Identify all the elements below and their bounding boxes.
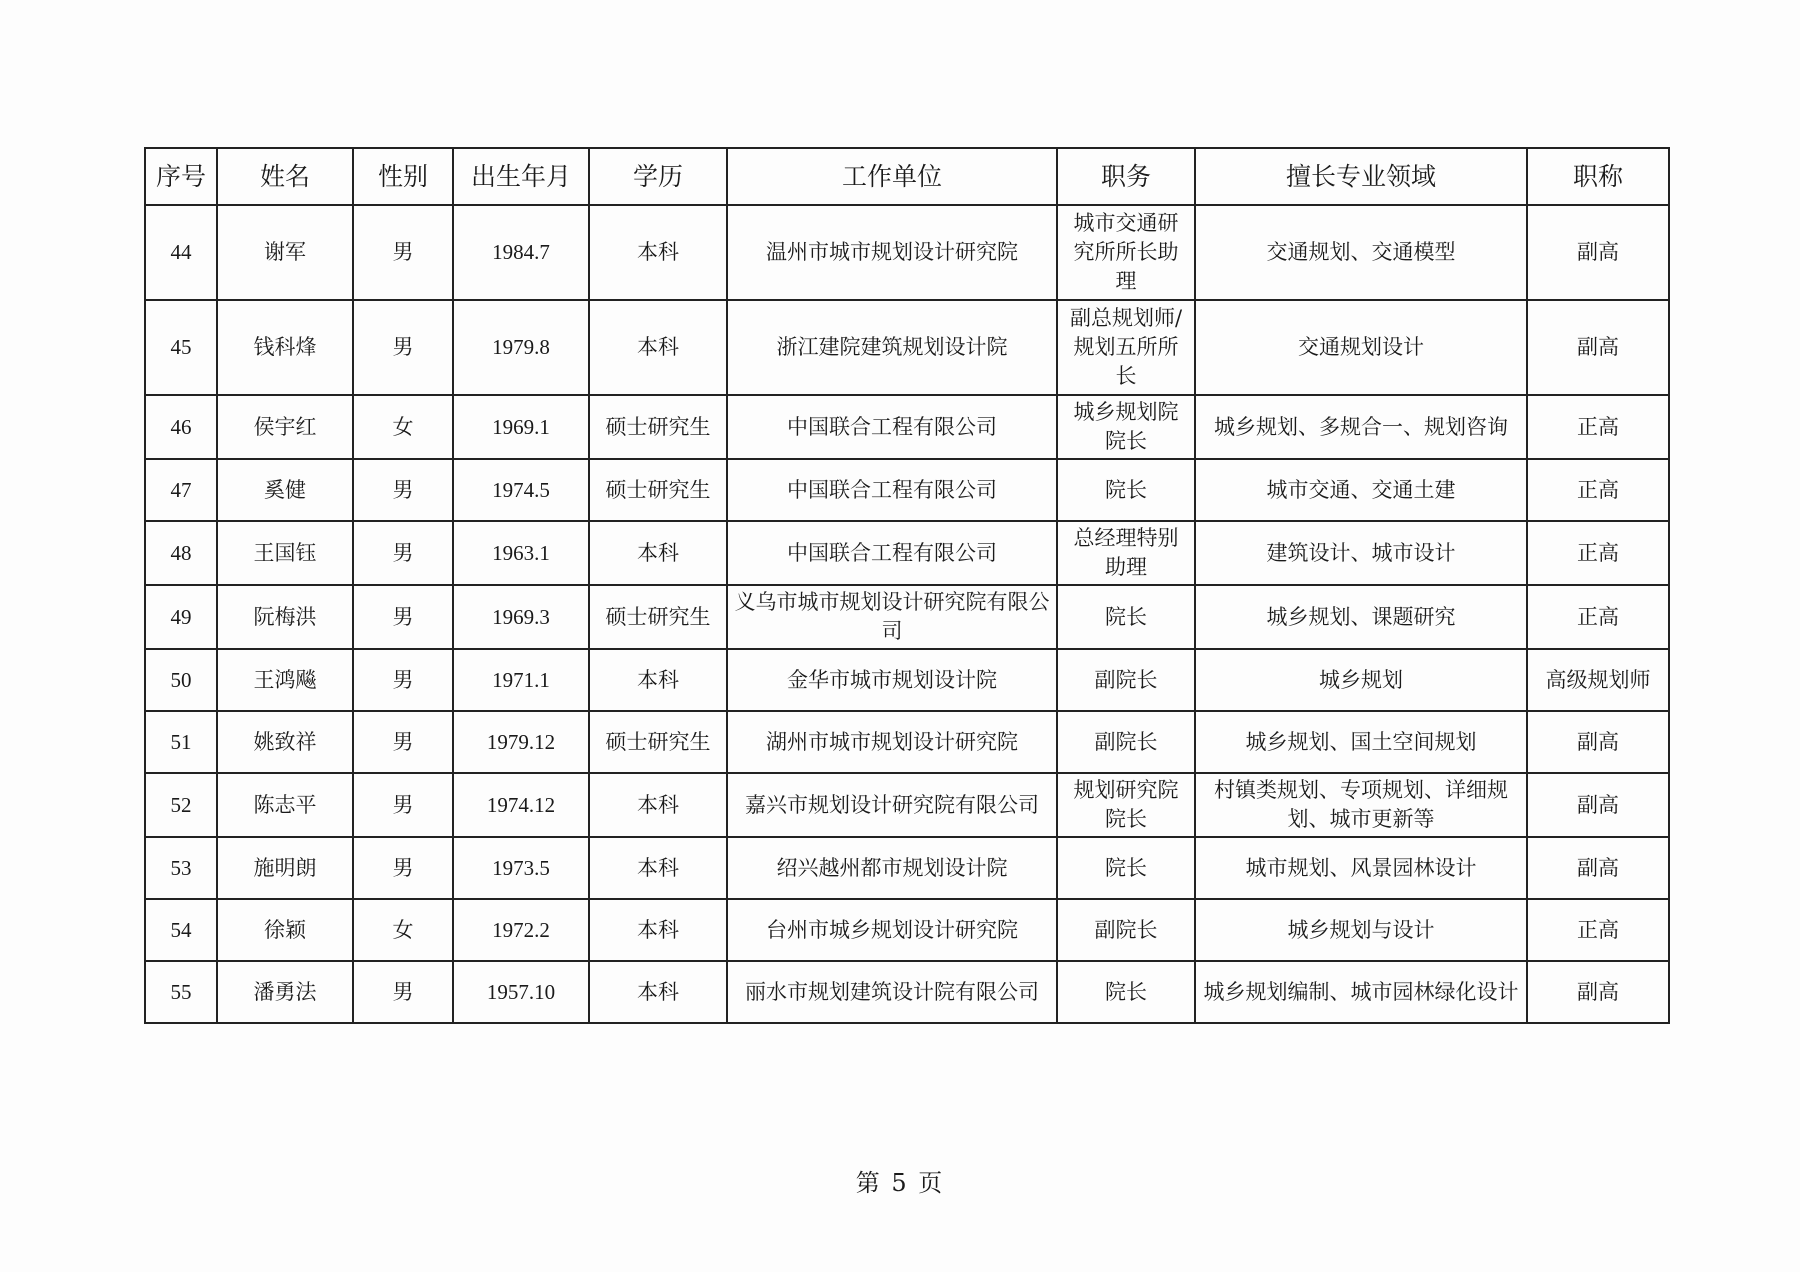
cell-name: 施明朗 [217,837,353,899]
table-row [145,899,1669,961]
cell-position: 副总规划师/规划五所所长 [1057,300,1195,395]
cell-birth: 1974.12 [453,773,589,837]
cell-gender: 男 [353,773,453,837]
cell-expertise: 村镇类规划、专项规划、详细规划、城市更新等 [1195,773,1527,837]
cell-birth: 1969.3 [453,585,589,649]
cell-name: 奚健 [217,459,353,521]
cell-gender: 男 [353,205,453,300]
cell-education: 硕士研究生 [589,711,727,773]
cell-employer: 嘉兴市规划设计研究院有限公司 [727,773,1057,837]
table-row [145,585,1669,649]
cell-education: 本科 [589,205,727,300]
cell-birth: 1973.5 [453,837,589,899]
cell-birth: 1974.5 [453,459,589,521]
table-row [145,205,1669,300]
cell-employer: 中国联合工程有限公司 [727,521,1057,585]
cell-gender: 男 [353,711,453,773]
header-cell-position: 职务 [1057,148,1195,205]
cell-title: 正高 [1527,395,1669,459]
cell-index: 47 [145,459,217,521]
cell-employer: 温州市城市规划设计研究院 [727,205,1057,300]
cell-title: 副高 [1527,300,1669,395]
cell-birth: 1969.1 [453,395,589,459]
cell-position: 院长 [1057,585,1195,649]
cell-name: 侯宇红 [217,395,353,459]
cell-gender: 男 [353,961,453,1023]
cell-index: 46 [145,395,217,459]
cell-name: 潘勇法 [217,961,353,1023]
cell-expertise: 交通规划设计 [1195,300,1527,395]
cell-education: 本科 [589,961,727,1023]
cell-education: 本科 [589,899,727,961]
table-row [145,837,1669,899]
cell-birth: 1971.1 [453,649,589,711]
cell-education: 本科 [589,649,727,711]
cell-expertise: 城乡规划与设计 [1195,899,1527,961]
cell-expertise: 城市交通、交通土建 [1195,459,1527,521]
table-row [145,395,1669,459]
cell-title: 正高 [1527,899,1669,961]
cell-gender: 女 [353,395,453,459]
header-row [145,148,1669,205]
cell-position: 院长 [1057,961,1195,1023]
cell-index: 50 [145,649,217,711]
cell-expertise: 城乡规划、国土空间规划 [1195,711,1527,773]
expert-roster-table [144,147,1670,1024]
header-cell-expertise: 擅长专业领域 [1195,148,1527,205]
cell-birth: 1972.2 [453,899,589,961]
table-row [145,300,1669,395]
cell-name: 王国钰 [217,521,353,585]
cell-education: 本科 [589,837,727,899]
cell-index: 48 [145,521,217,585]
cell-position: 城市交通研究所所长助理 [1057,205,1195,300]
table-row [145,711,1669,773]
cell-index: 54 [145,899,217,961]
cell-expertise: 交通规划、交通模型 [1195,205,1527,300]
cell-position: 院长 [1057,459,1195,521]
cell-index: 49 [145,585,217,649]
cell-title: 副高 [1527,205,1669,300]
cell-title: 副高 [1527,837,1669,899]
header-cell-index: 序号 [145,148,217,205]
cell-birth: 1979.12 [453,711,589,773]
table-row [145,649,1669,711]
cell-index: 55 [145,961,217,1023]
cell-gender: 男 [353,649,453,711]
cell-expertise: 城乡规划 [1195,649,1527,711]
header-cell-employer: 工作单位 [727,148,1057,205]
cell-employer: 丽水市规划建筑设计院有限公司 [727,961,1057,1023]
cell-expertise: 城市规划、风景园林设计 [1195,837,1527,899]
header-cell-gender: 性别 [353,148,453,205]
table-row [145,773,1669,837]
cell-position: 副院长 [1057,711,1195,773]
cell-gender: 男 [353,837,453,899]
cell-employer: 中国联合工程有限公司 [727,459,1057,521]
cell-title: 正高 [1527,585,1669,649]
cell-birth: 1957.10 [453,961,589,1023]
cell-index: 51 [145,711,217,773]
cell-index: 52 [145,773,217,837]
cell-education: 硕士研究生 [589,395,727,459]
cell-expertise: 城乡规划编制、城市园林绿化设计 [1195,961,1527,1023]
cell-position: 副院长 [1057,899,1195,961]
cell-name: 陈志平 [217,773,353,837]
cell-gender: 男 [353,300,453,395]
cell-position: 副院长 [1057,649,1195,711]
cell-name: 谢军 [217,205,353,300]
table-row [145,961,1669,1023]
cell-birth: 1963.1 [453,521,589,585]
cell-education: 本科 [589,773,727,837]
cell-employer: 义乌市城市规划设计研究院有限公司 [727,585,1057,649]
cell-position: 总经理特别助理 [1057,521,1195,585]
cell-position: 院长 [1057,837,1195,899]
cell-name: 徐颖 [217,899,353,961]
cell-title: 副高 [1527,711,1669,773]
cell-position: 城乡规划院院长 [1057,395,1195,459]
header-cell-title: 职称 [1527,148,1669,205]
cell-index: 53 [145,837,217,899]
cell-name: 钱科烽 [217,300,353,395]
cell-employer: 金华市城市规划设计院 [727,649,1057,711]
cell-index: 44 [145,205,217,300]
cell-education: 本科 [589,521,727,585]
cell-name: 姚致祥 [217,711,353,773]
header-cell-name: 姓名 [217,148,353,205]
cell-expertise: 城乡规划、课题研究 [1195,585,1527,649]
cell-position: 规划研究院院长 [1057,773,1195,837]
cell-title: 正高 [1527,521,1669,585]
table-row [145,459,1669,521]
cell-index: 45 [145,300,217,395]
cell-birth: 1979.8 [453,300,589,395]
cell-gender: 男 [353,521,453,585]
cell-title: 高级规划师 [1527,649,1669,711]
cell-gender: 男 [353,459,453,521]
cell-title: 正高 [1527,459,1669,521]
cell-education: 硕士研究生 [589,585,727,649]
cell-education: 本科 [589,300,727,395]
cell-employer: 中国联合工程有限公司 [727,395,1057,459]
cell-employer: 浙江建院建筑规划设计院 [727,300,1057,395]
cell-birth: 1984.7 [453,205,589,300]
cell-expertise: 建筑设计、城市设计 [1195,521,1527,585]
cell-employer: 绍兴越州都市规划设计院 [727,837,1057,899]
cell-name: 王鸿飚 [217,649,353,711]
table-row [145,521,1669,585]
cell-gender: 女 [353,899,453,961]
cell-name: 阮梅洪 [217,585,353,649]
cell-education: 硕士研究生 [589,459,727,521]
header-cell-birth: 出生年月 [453,148,589,205]
cell-gender: 男 [353,585,453,649]
header-cell-education: 学历 [589,148,727,205]
page-number: 第 5 页 [855,1169,945,1197]
cell-title: 副高 [1527,961,1669,1023]
cell-expertise: 城乡规划、多规合一、规划咨询 [1195,395,1527,459]
cell-employer: 湖州市城市规划设计研究院 [727,711,1057,773]
cell-employer: 台州市城乡规划设计研究院 [727,899,1057,961]
cell-title: 副高 [1527,773,1669,837]
